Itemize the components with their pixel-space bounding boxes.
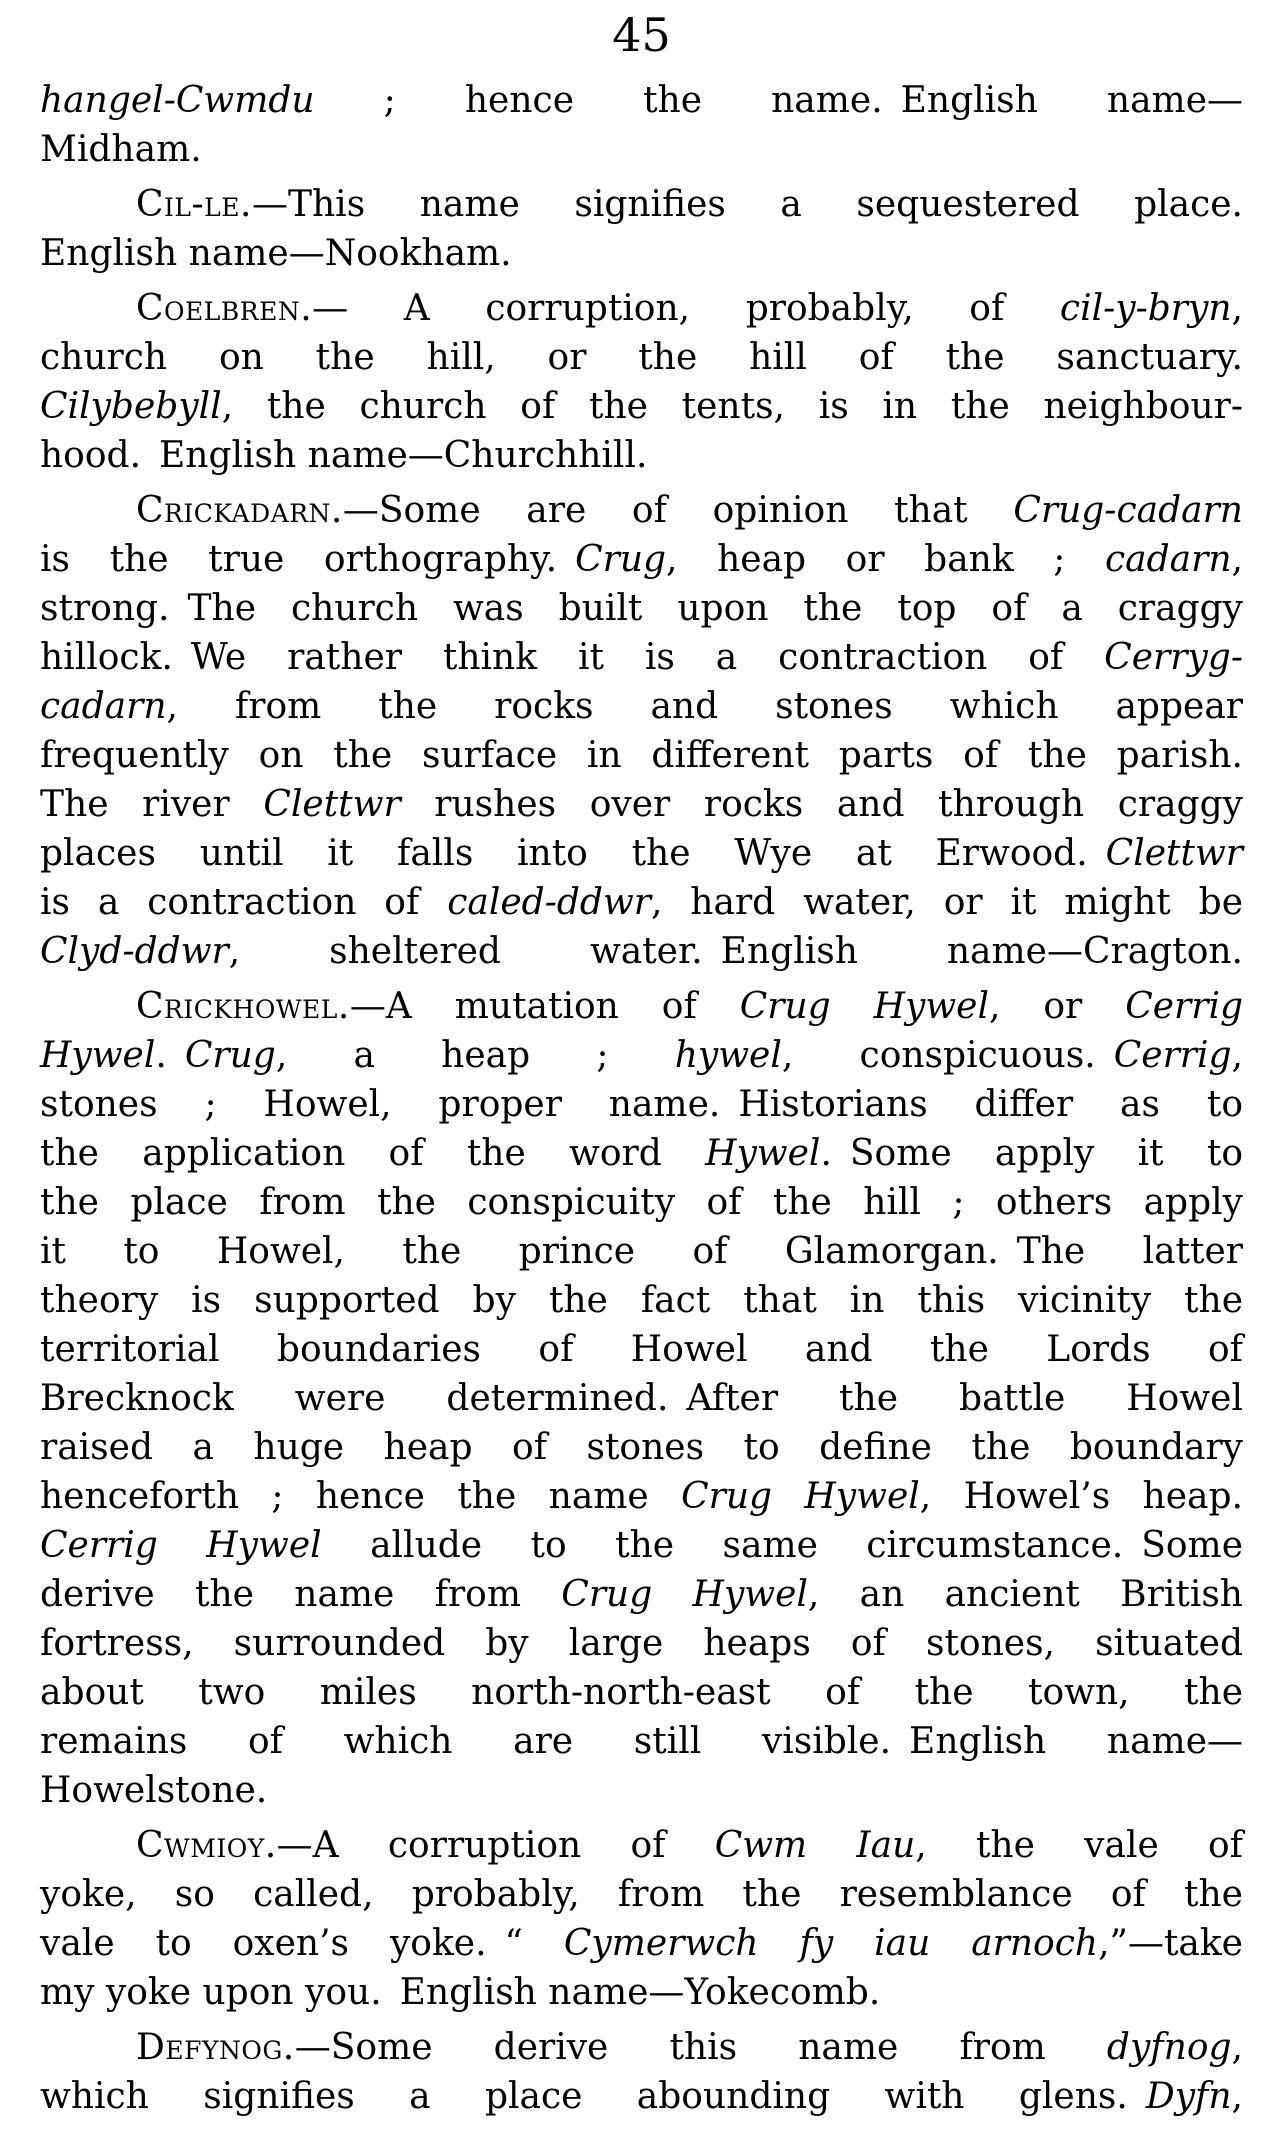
text-segment: the application of the word [40, 1133, 706, 1174]
text-line [40, 229, 1243, 278]
text-segment: church on the hill, or the hill of the sanctuary. [40, 337, 1243, 378]
text-line [40, 76, 1243, 125]
italic-term: Cymerwch fy iau arnoch [563, 1923, 1099, 1964]
page-number: 45 [612, 8, 671, 62]
text-segment: —This name signifies a sequestered place. [251, 184, 1243, 225]
text-segment: it to Howel, the prince of Glamorgan. The latter [40, 1231, 1243, 1272]
paragraph [40, 486, 1243, 976]
italic-term: cil-y-bryn [1059, 288, 1232, 329]
text-segment: raised a huge heap of stones to define the boundary [40, 1427, 1243, 1468]
headword: Cil-le. [136, 184, 252, 225]
text-line [40, 1870, 1243, 1919]
italic-term: Crug Hywel [561, 1574, 808, 1615]
text-segment: yoke, so called, probably, from the resemblance of the [40, 1874, 1243, 1915]
headword: Crickadarn. [136, 490, 343, 531]
text-segment: is the true orthography. [40, 539, 576, 580]
text-segment: the place from the conspicuity of the hill ; others apply [40, 1182, 1243, 1223]
page-body [40, 76, 1243, 2121]
text-line [40, 1766, 1243, 1815]
text-segment: English name—Nookham. [40, 233, 512, 274]
text-segment: strong. The church was built upon the top of a craggy [40, 588, 1243, 629]
text-segment: The river [40, 784, 264, 825]
text-segment: , sheltered water. English name—Cragton. [228, 931, 1243, 972]
text-segment: , [1231, 2076, 1243, 2117]
italic-term: Crug [575, 539, 667, 580]
text-line [40, 382, 1243, 431]
italic-term: Crug [184, 1035, 276, 1076]
text-segment: allude to the same circumstance. Some [321, 1525, 1243, 1566]
text-segment: stones ; Howel, proper name. Historians differ as to [40, 1084, 1243, 1125]
italic-term: Clyd-ddwr [40, 931, 229, 972]
text-segment: ,”—take [1098, 1923, 1243, 1964]
text-line [40, 1374, 1243, 1423]
text-line [40, 1821, 1243, 1870]
text-segment: —A corruption of [276, 1825, 715, 1866]
italic-term: Crug-cadarn [1013, 490, 1243, 531]
text-line [40, 333, 1243, 382]
text-segment: , a heap ; [275, 1035, 675, 1076]
text-segment: . Some apply it to [820, 1133, 1243, 1174]
text-segment: ; hence the name. English name— [314, 80, 1243, 121]
text-line [40, 731, 1243, 780]
text-segment: , [1231, 2027, 1243, 2068]
text-line [40, 535, 1243, 584]
text-segment: , Howel’s heap. [919, 1476, 1243, 1517]
text-segment: places until it falls into the Wye at Erwood. [40, 833, 1106, 874]
text-segment: —Some are of opinion that [342, 490, 1014, 531]
text-line [40, 1276, 1243, 1325]
text-segment: —Some derive this name from [294, 2027, 1107, 2068]
text-line [40, 1717, 1243, 1766]
text-segment: , the church of the tents, is in the neighbour- [221, 386, 1243, 427]
text-line [40, 584, 1243, 633]
text-line [40, 1178, 1243, 1227]
text-line [40, 1031, 1243, 1080]
text-segment: , heap or bank ; [666, 539, 1105, 580]
text-line [40, 1668, 1243, 1717]
text-line [40, 982, 1243, 1031]
text-line [40, 1129, 1243, 1178]
text-line [40, 878, 1243, 927]
text-line [40, 633, 1243, 682]
text-segment: , or [989, 986, 1126, 1027]
text-line [40, 682, 1243, 731]
text-segment: my yoke upon you. English name—Yokecomb. [40, 1972, 881, 2013]
text-segment: theory is supported by the fact that in this vicinity the [40, 1280, 1243, 1321]
paragraph [40, 1821, 1243, 2017]
text-segment: . [155, 1035, 185, 1076]
text-line [40, 125, 1243, 174]
italic-term: Cilybebyll [40, 386, 222, 427]
italic-term: Crug Hywel [681, 1476, 920, 1517]
text-segment: about two miles north-north-east of the town, the [40, 1672, 1243, 1713]
italic-term: Cerrig Hywel [40, 1525, 322, 1566]
text-segment: Brecknock were determined. After the battle Howel [40, 1378, 1243, 1419]
italic-term: Hywel [705, 1133, 821, 1174]
text-line [40, 1080, 1243, 1129]
italic-term: Dyfn [1145, 2076, 1232, 2117]
text-segment: vale to oxen’s yoke. “ [40, 1923, 564, 1964]
italic-term: hywel [674, 1035, 782, 1076]
text-segment: derive the name from [40, 1574, 562, 1615]
italic-term: Clettwr [263, 784, 401, 825]
text-line [40, 829, 1243, 878]
text-line [40, 1521, 1243, 1570]
italic-term: cadarn [40, 686, 167, 727]
text-segment: , [1231, 288, 1243, 329]
text-segment: , the vale of [915, 1825, 1244, 1866]
headword: Defynog. [136, 2027, 295, 2068]
text-segment: henceforth ; hence the name [40, 1476, 682, 1517]
text-segment: , conspicuous. [781, 1035, 1114, 1076]
text-line [40, 1472, 1243, 1521]
text-line [40, 927, 1243, 976]
text-segment: , hard water, or it might be [650, 882, 1243, 923]
text-line [40, 2023, 1243, 2072]
text-segment: , from the rocks and stones which appear [166, 686, 1243, 727]
text-segment: which signifies a place abounding with glens. [40, 2076, 1146, 2117]
text-segment: frequently on the surface in different parts of the parish. [40, 735, 1243, 776]
headword: Coelbren. [136, 288, 313, 329]
text-line [40, 1227, 1243, 1276]
text-line [40, 1570, 1243, 1619]
text-line [40, 486, 1243, 535]
text-segment: fortress, surrounded by large heaps of stones, situated [40, 1623, 1243, 1664]
italic-term: Hywel [40, 1035, 156, 1076]
text-segment: , [1231, 1035, 1243, 1076]
italic-term: caled-ddwr [447, 882, 651, 923]
text-segment: Howelstone. [40, 1770, 268, 1811]
italic-term: Cerryg- [1104, 637, 1243, 678]
text-line [40, 431, 1243, 480]
italic-term: Crug Hywel [739, 986, 989, 1027]
headword: Cwmioy. [136, 1825, 277, 1866]
paragraph [40, 76, 1243, 174]
italic-term: dyfnog [1106, 2027, 1232, 2068]
text-segment: hood. English name—Churchhill. [40, 435, 648, 476]
italic-term: Cwm Iau [714, 1825, 916, 1866]
text-line [40, 1619, 1243, 1668]
text-segment: remains of which are still visible. English name— [40, 1721, 1243, 1762]
text-segment: territorial boundaries of Howel and the Lords of [40, 1329, 1243, 1370]
text-segment: , an ancient British [807, 1574, 1243, 1615]
text-line [40, 1919, 1243, 1968]
paragraph [40, 284, 1243, 480]
italic-term: hangel-Cwmdu [40, 80, 315, 121]
headword: Crickhowel. [136, 986, 350, 1027]
text-line [40, 180, 1243, 229]
text-line [40, 1423, 1243, 1472]
text-line [40, 1325, 1243, 1374]
text-line [40, 284, 1243, 333]
text-segment: hillock. We rather think it is a contraction of [40, 637, 1105, 678]
text-line [40, 1968, 1243, 2017]
text-segment: rushes over rocks and through craggy [400, 784, 1243, 825]
text-segment: Midham. [40, 129, 202, 170]
text-line [40, 2072, 1243, 2121]
paragraph [40, 180, 1243, 278]
italic-term: Cerrig [1113, 1035, 1232, 1076]
text-segment: — A corruption, probably, of [312, 288, 1060, 329]
text-segment: —A mutation of [349, 986, 740, 1027]
text-segment: is a contraction of [40, 882, 448, 923]
italic-term: cadarn [1105, 539, 1232, 580]
paragraph [40, 982, 1243, 1815]
text-segment: , [1231, 539, 1243, 580]
text-line [40, 780, 1243, 829]
italic-term: Cerrig [1125, 986, 1244, 1027]
paragraph [40, 2023, 1243, 2121]
italic-term: Clettwr [1105, 833, 1243, 874]
